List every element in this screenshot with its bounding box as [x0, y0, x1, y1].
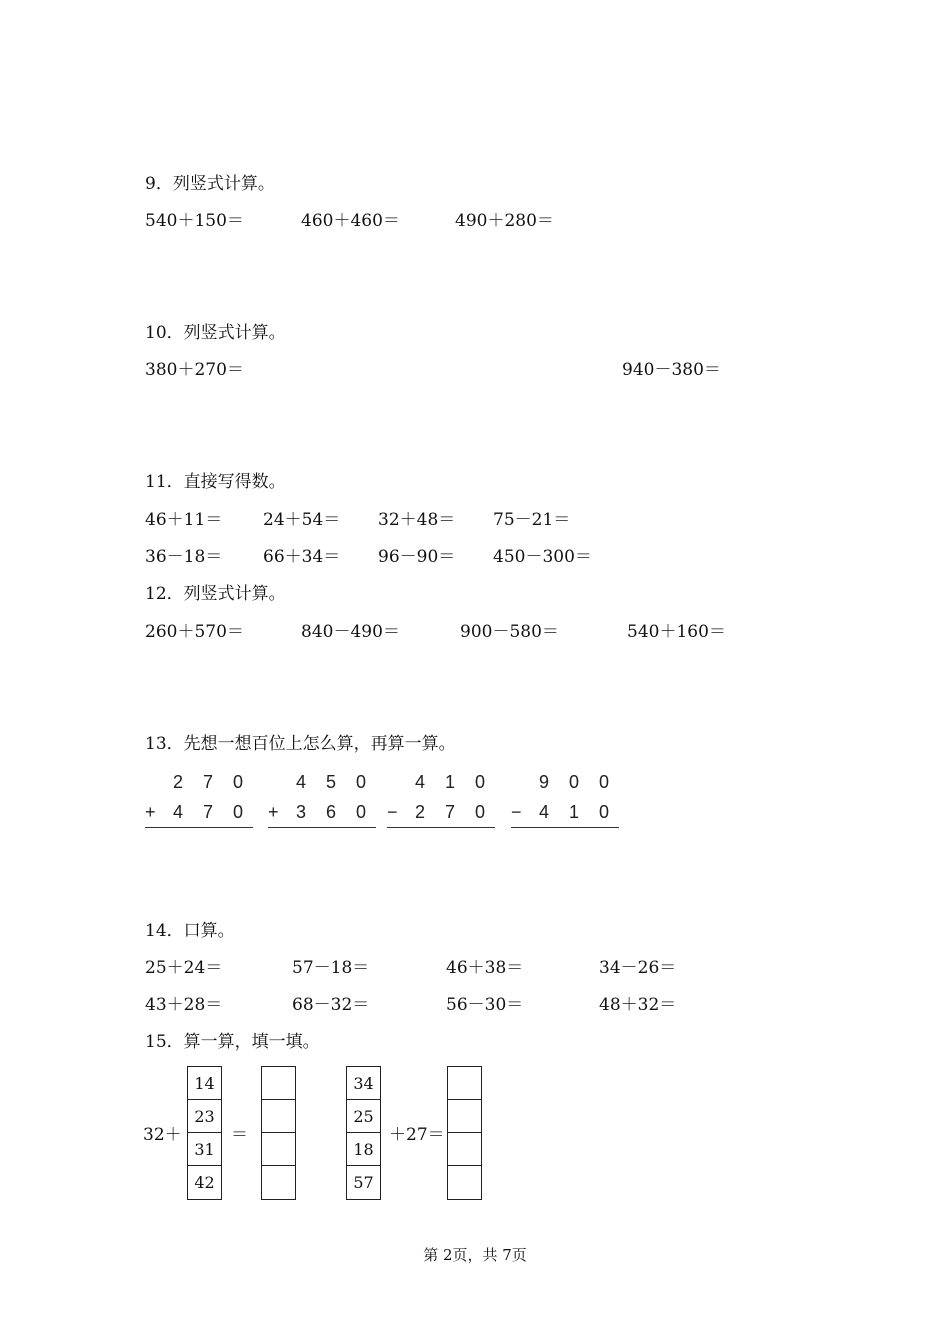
answer-box[interactable]	[262, 1133, 295, 1166]
q11-r1-3: 32＋48＝	[378, 510, 456, 530]
number-cell: 42	[194, 1173, 215, 1192]
q12-item-2: 840－490＝	[301, 622, 400, 642]
q9-item-3: 490＋280＝	[455, 211, 554, 231]
q14-title: 14．口算。	[145, 921, 235, 941]
vertical-problem-4: 9 0 0 − 4 1 0	[511, 767, 619, 828]
q15-left-answer-column[interactable]	[261, 1066, 296, 1200]
answer-box[interactable]	[448, 1133, 481, 1166]
number-cell: 18	[347, 1133, 380, 1166]
q15-left-equals: ＝	[231, 1125, 248, 1145]
q11-r1-2: 24＋54＝	[263, 510, 341, 530]
q12-item-4: 540＋160＝	[627, 622, 726, 642]
vertical-problem-3: 4 1 0 − 2 7 0	[387, 767, 495, 828]
q12-title: 12．列竖式计算。	[145, 584, 286, 604]
number-cell: 23	[188, 1100, 221, 1133]
q12-item-1: 260＋570＝	[145, 622, 244, 642]
q14-r2-2: 68－32＝	[292, 995, 370, 1015]
q10-title: 10．列竖式计算。	[145, 323, 286, 343]
number-cell: 14	[188, 1067, 221, 1100]
number-cell: 34	[347, 1067, 380, 1100]
q14-r1-1: 25＋24＝	[145, 958, 223, 978]
answer-box[interactable]	[448, 1166, 481, 1199]
page-footer: 第 2页，共 7页	[423, 1246, 527, 1264]
q9-item-1: 540＋150＝	[145, 211, 244, 231]
number-cell: 25	[347, 1100, 380, 1133]
q14-r1-4: 34－26＝	[599, 958, 677, 978]
vertical-problem-2: 4 5 0 + 3 6 0	[268, 767, 376, 828]
q11-r2-2: 66＋34＝	[263, 547, 341, 567]
q14-r1-3: 46＋38＝	[446, 958, 524, 978]
q10-item-1: 380＋270＝	[145, 360, 244, 380]
answer-box[interactable]	[262, 1166, 295, 1199]
q10-item-2: 940－380＝	[622, 360, 721, 380]
q11-r1-4: 75－21＝	[493, 510, 571, 530]
q11-r2-1: 36－18＝	[145, 547, 223, 567]
q12-item-3: 900－580＝	[460, 622, 559, 642]
q15-title: 15．算一算，填一填。	[145, 1032, 320, 1052]
vertical-problem-1: 2 7 0 + 4 7 0	[145, 767, 253, 828]
q15-right-suffix: ＋27＝	[389, 1125, 445, 1145]
answer-box[interactable]	[448, 1067, 481, 1100]
q11-r2-3: 96－90＝	[378, 547, 456, 567]
q11-title: 11．直接写得数。	[145, 472, 286, 492]
q11-r1-1: 46＋11＝	[145, 510, 223, 530]
answer-box[interactable]	[262, 1100, 295, 1133]
answer-box[interactable]	[262, 1067, 295, 1100]
number-cell: 57	[353, 1173, 374, 1192]
q9-title: 9．列竖式计算。	[145, 174, 275, 194]
answer-box[interactable]	[448, 1100, 481, 1133]
q15-left-number-column	[187, 1066, 222, 1200]
q15-right-number-column	[346, 1066, 381, 1200]
q15-right-answer-column[interactable]	[447, 1066, 482, 1200]
q9-item-2: 460＋460＝	[301, 211, 400, 231]
q14-r2-1: 43＋28＝	[145, 995, 223, 1015]
number-cell: 31	[188, 1133, 221, 1166]
q14-r2-3: 56－30＝	[446, 995, 524, 1015]
q15-left-prefix: 32＋	[143, 1125, 182, 1145]
q11-r2-4: 450－300＝	[493, 547, 592, 567]
q13-title: 13．先想一想百位上怎么算，再算一算。	[145, 734, 456, 754]
q14-r2-4: 48＋32＝	[599, 995, 677, 1015]
q14-r1-2: 57－18＝	[292, 958, 370, 978]
